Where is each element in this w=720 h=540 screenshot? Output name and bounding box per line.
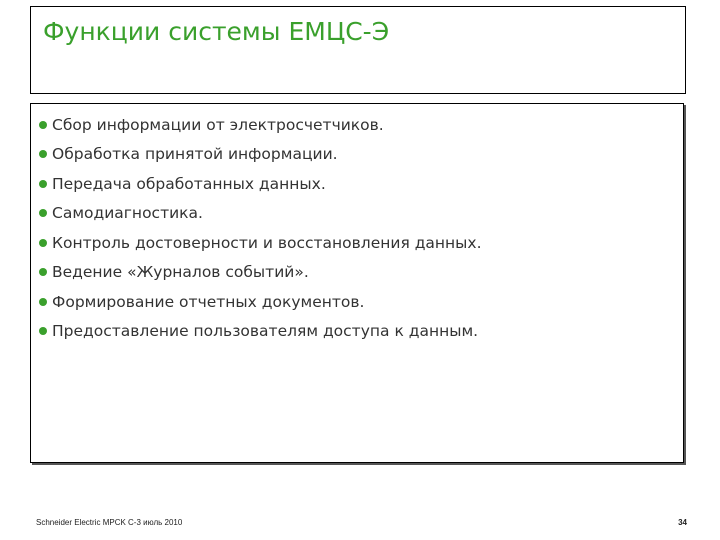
bullet-text: Самодиагностика.: [52, 204, 203, 223]
bullet-item: [31, 317, 683, 347]
bullet-icon: [39, 209, 47, 217]
bullet-item: [31, 287, 683, 317]
bullet-text: Ведение «Журналов событий».: [52, 263, 309, 282]
bullet-text: Формирование отчетных документов.: [52, 292, 365, 311]
footer-text: Schneider Electric MPCK C-3 июль 2010: [36, 518, 183, 527]
bullet-icon: [39, 327, 47, 335]
bullet-text: Обработка принятой информации.: [52, 145, 338, 164]
bullet-icon: [39, 268, 47, 276]
bullet-item: [31, 199, 683, 229]
content-frame: [30, 103, 684, 463]
bullet-text: Контроль достоверности и восстановления данных.: [52, 233, 482, 252]
bullet-item: [31, 258, 683, 288]
bullet-list: [31, 110, 683, 346]
bullet-text: Сбор информации от электросчетчиков.: [52, 115, 384, 134]
page-number: 34: [678, 518, 687, 527]
slide-title: Функции системы ЕМЦС-Э: [43, 17, 390, 46]
bullet-icon: [39, 298, 47, 306]
bullet-item: [31, 110, 683, 140]
bullet-item: [31, 228, 683, 258]
bullet-icon: [39, 121, 47, 129]
bullet-icon: [39, 239, 47, 247]
bullet-item: [31, 169, 683, 199]
bullet-item: [31, 140, 683, 170]
bullet-icon: [39, 180, 47, 188]
bullet-icon: [39, 150, 47, 158]
bullet-text: Передача обработанных данных.: [52, 174, 326, 193]
title-frame: [30, 6, 686, 94]
bullet-text: Предоставление пользователям доступа к данным.: [52, 322, 479, 341]
